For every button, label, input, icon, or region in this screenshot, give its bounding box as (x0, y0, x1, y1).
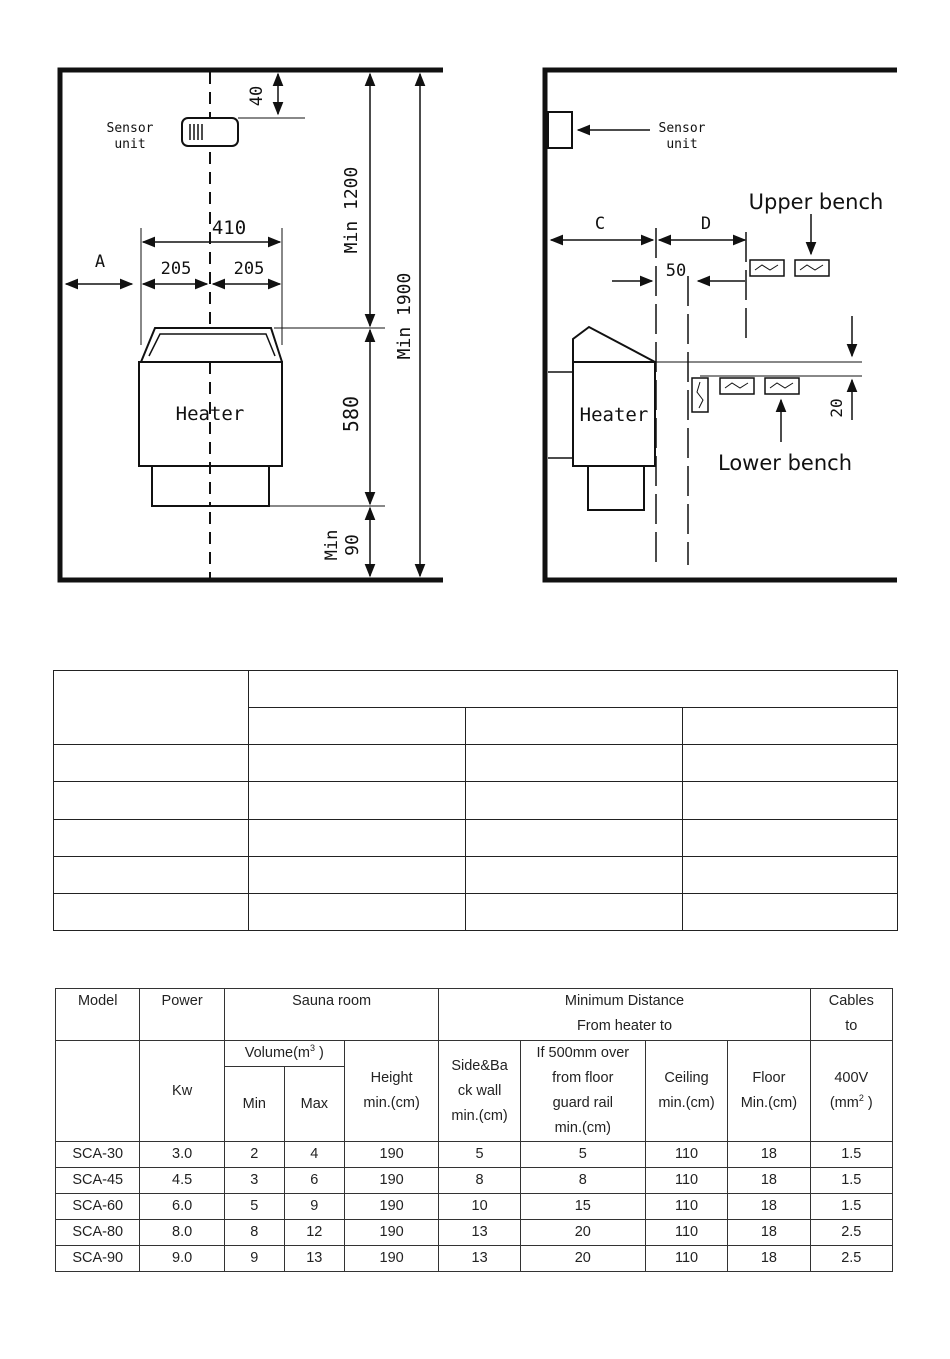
cell-side-wall: 10 (439, 1194, 520, 1220)
cell-vol-min: 9 (224, 1246, 284, 1272)
cell-height: 190 (344, 1220, 439, 1246)
header-min-distance (439, 989, 810, 1041)
header-vol-max: Max (284, 1067, 344, 1142)
cell-side-wall: 8 (439, 1168, 520, 1194)
cell-power: 4.5 (140, 1168, 224, 1194)
right-sensor-label-1: Sensor (658, 121, 706, 136)
table-row (56, 1194, 893, 1220)
cell-vol-min: 3 (224, 1168, 284, 1194)
cell-guard-rail: 8 (520, 1168, 645, 1194)
header-cables (810, 989, 892, 1041)
left-sensor-label-2: unit (114, 137, 146, 152)
dim-min-1900: Min 1900 (394, 272, 415, 360)
blank-table (53, 670, 898, 931)
header-power: Power (140, 989, 224, 1041)
cell-height: 190 (344, 1246, 439, 1272)
cell-guard-rail: 5 (520, 1142, 645, 1168)
cell-power: 6.0 (140, 1194, 224, 1220)
cell-model: SCA-60 (56, 1194, 140, 1220)
cell-model: SCA-80 (56, 1220, 140, 1246)
header-volume: $Volume(m^3$ ) (224, 1041, 344, 1067)
cell-cable: 1.5 (810, 1142, 892, 1168)
dim-20: 20 (827, 398, 846, 418)
header-vol-min: Min (224, 1067, 284, 1142)
header-guard-rail: If 500mm over from floor guard rail min.(cm) (520, 1041, 645, 1142)
table-row (56, 1142, 893, 1168)
header-400v: 400V ($mm^2$ ) (810, 1041, 892, 1142)
cell-side-wall: 13 (439, 1246, 520, 1272)
cell-floor: 18 (728, 1194, 810, 1220)
right-sensor-label-2: unit (666, 137, 698, 152)
left-diagram (60, 70, 443, 580)
cell-vol-max: 9 (284, 1194, 344, 1220)
header-cables-line2: to (845, 1018, 858, 1034)
cell-floor: 18 (728, 1246, 810, 1272)
cell-floor: 18 (728, 1168, 810, 1194)
cell-model: SCA-45 (56, 1168, 140, 1194)
header-side-back-wall: Side&Ba ck wall min.(cm) (439, 1041, 520, 1142)
header-floor: Floor Min.(cm) (728, 1041, 810, 1142)
cell-model: SCA-90 (56, 1246, 140, 1272)
dim-205-right: 205 (233, 259, 265, 279)
dim-205-left: 205 (160, 259, 192, 279)
cell-ceiling: 110 (645, 1246, 727, 1272)
lower-bench-icon (692, 378, 799, 412)
cell-vol-max: 4 (284, 1142, 344, 1168)
header-min-distance-line1: Minimum Distance (564, 993, 685, 1009)
cell-cable: 2.5 (810, 1246, 892, 1272)
cell-cable: 2.5 (810, 1220, 892, 1246)
left-sensor-unit-icon (182, 118, 238, 146)
header-model: Model (56, 989, 140, 1041)
cell-ceiling: 110 (645, 1168, 727, 1194)
cell-guard-rail: 15 (520, 1194, 645, 1220)
right-heater-label: Heater (579, 404, 649, 426)
cell-power: 8.0 (140, 1220, 224, 1246)
cell-height: 190 (344, 1142, 439, 1168)
lower-bench-label: Lower bench (718, 451, 852, 475)
dim-min-label: Min (322, 529, 342, 561)
header-model-blank (56, 1041, 140, 1142)
dim-90: 90 (342, 534, 363, 556)
table-row (56, 1220, 893, 1246)
upper-bench-label: Upper bench (748, 190, 884, 214)
header-kw: Kw (140, 1041, 224, 1142)
spec-table (55, 988, 893, 1272)
dim-min-1200: Min 1200 (341, 166, 362, 254)
upper-bench-icon (750, 260, 829, 276)
cell-vol-min: 2 (224, 1142, 284, 1168)
header-height: Height min.(cm) (344, 1041, 439, 1142)
cell-vol-max: 13 (284, 1246, 344, 1272)
left-sensor-label-1: Sensor (106, 121, 154, 136)
header-cables-line1: Cables (828, 993, 874, 1009)
cell-side-wall: 13 (439, 1220, 520, 1246)
dim-40: 40 (247, 85, 267, 107)
spec-table-body (56, 1142, 893, 1272)
cell-floor: 18 (728, 1142, 810, 1168)
cell-vol-min: 5 (224, 1194, 284, 1220)
dim-410: 410 (211, 217, 247, 239)
cell-vol-max: 6 (284, 1168, 344, 1194)
dim-d: D (700, 214, 712, 234)
header-ceiling: Ceiling min.(cm) (645, 1041, 727, 1142)
cell-cable: 1.5 (810, 1168, 892, 1194)
dim-580: 580 (339, 395, 363, 433)
cell-cable: 1.5 (810, 1194, 892, 1220)
cell-model: SCA-30 (56, 1142, 140, 1168)
right-diagram (545, 70, 897, 580)
left-heater-label: Heater (175, 403, 245, 425)
cell-guard-rail: 20 (520, 1220, 645, 1246)
cell-height: 190 (344, 1194, 439, 1220)
cell-power: 3.0 (140, 1142, 224, 1168)
cell-power: 9.0 (140, 1246, 224, 1272)
cell-vol-max: 12 (284, 1220, 344, 1246)
dim-c: C (594, 214, 606, 234)
table-row (56, 1168, 893, 1194)
cell-floor: 18 (728, 1220, 810, 1246)
table-row (56, 1246, 893, 1272)
installation-diagrams (0, 0, 950, 620)
cell-ceiling: 110 (645, 1194, 727, 1220)
dim-50: 50 (665, 261, 687, 281)
cell-height: 190 (344, 1168, 439, 1194)
cell-vol-min: 8 (224, 1220, 284, 1246)
header-min-distance-line2: From heater to (576, 1018, 673, 1034)
right-sensor-unit-icon (548, 112, 572, 148)
dim-a: A (94, 252, 106, 272)
cell-side-wall: 5 (439, 1142, 520, 1168)
cell-ceiling: 110 (645, 1142, 727, 1168)
header-sauna-room: Sauna room (224, 989, 439, 1041)
cell-guard-rail: 20 (520, 1246, 645, 1272)
cell-ceiling: 110 (645, 1220, 727, 1246)
